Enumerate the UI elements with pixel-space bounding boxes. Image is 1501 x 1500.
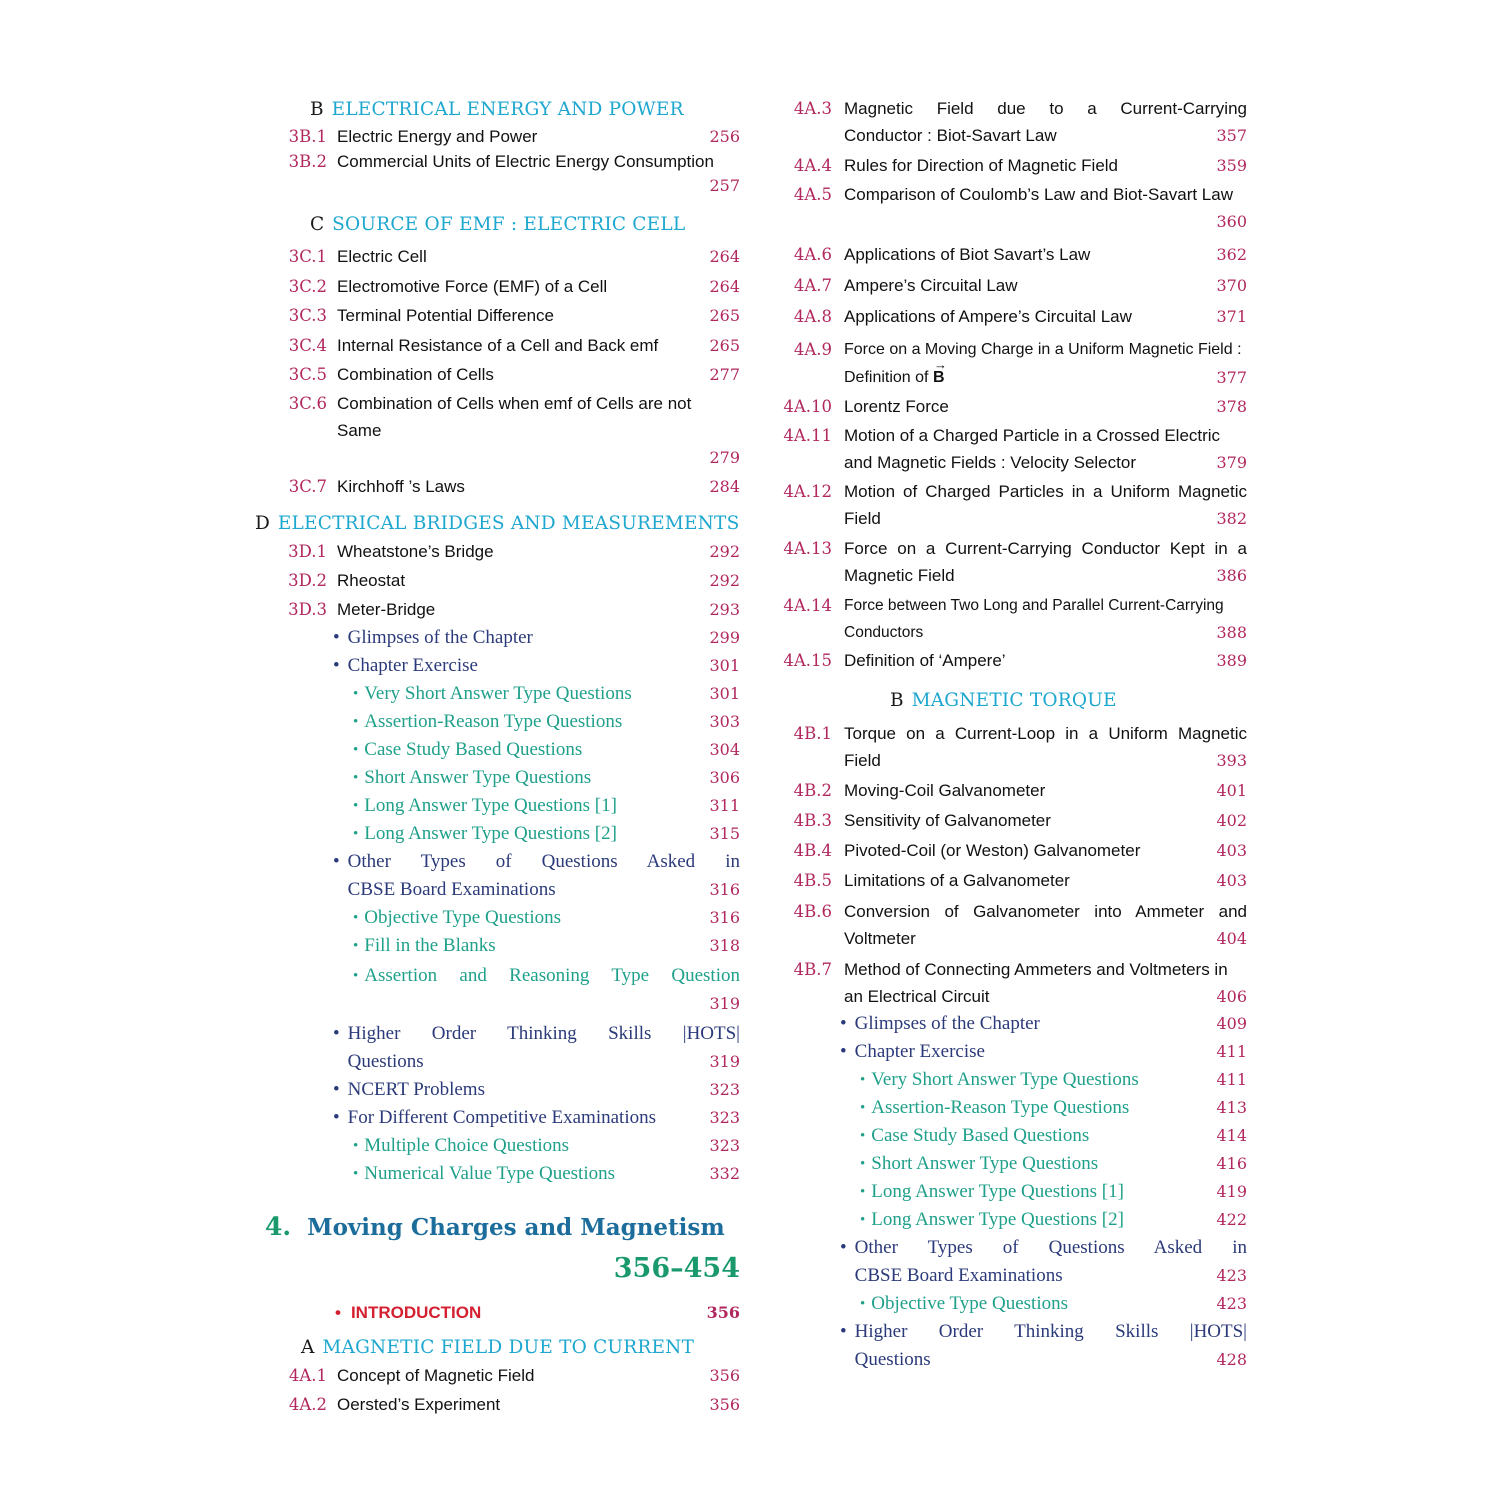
chapter-title: Moving Charges and Magnetism — [307, 1213, 725, 1241]
entry-page: 356 — [709, 1394, 740, 1414]
bullet-icon: • — [860, 1212, 866, 1228]
entry-code: 4B.6 — [793, 902, 832, 921]
bullet-title: Fill in the Blanks — [364, 934, 496, 956]
toc-bullet-ncert[interactable] — [255, 1076, 740, 1104]
entry-title: Force on a Moving Charge in a Uniform Magnetic Field : — [844, 341, 1242, 358]
entry-title-cont: Magnetic Field — [844, 566, 955, 585]
toc-entry[interactable] — [772, 422, 1247, 476]
toc-bullet-glimpses[interactable] — [255, 624, 740, 652]
entry-code: 4A.13 — [783, 539, 832, 558]
entry-title-cont: an Electrical Circuit — [844, 987, 990, 1006]
intro-title: INTRODUCTION — [350, 1302, 482, 1322]
section-title: MAGNETIC TORQUE — [911, 690, 1117, 711]
bullet-title: Case Study Based Questions — [871, 1125, 1090, 1146]
entry-title-cont: Definition of — [844, 369, 929, 386]
entry-code: 4B.5 — [793, 871, 832, 890]
entry-code: 4A.11 — [783, 426, 832, 445]
entry-page: 403 — [1216, 871, 1247, 890]
section-heading-3d — [255, 511, 740, 537]
bullet-icon: • — [353, 909, 359, 926]
entry-page: 413 — [1216, 1098, 1247, 1117]
entry-title: Electric Cell — [337, 247, 427, 266]
section-heading-4b — [772, 688, 1247, 714]
entry-page: 306 — [709, 767, 740, 787]
section-heading-3b — [255, 97, 740, 123]
toc-right-column — [772, 95, 1247, 1374]
entry-title: Electric Energy and Power — [337, 127, 538, 146]
toc-entry[interactable] — [772, 95, 1247, 149]
entry-page: 284 — [709, 476, 740, 496]
bullet-title: Glimpses of the Chapter — [347, 626, 533, 648]
section-heading-3c — [255, 212, 740, 238]
entry-page: 404 — [1216, 929, 1247, 948]
entry-code: 4A.1 — [288, 1365, 327, 1385]
bullet-title: Chapter Exercise — [347, 654, 478, 676]
toc-entry[interactable] — [772, 392, 1247, 422]
bullet-icon: • — [353, 713, 359, 730]
bullet-title: Long Answer Type Questions [2] — [364, 822, 617, 844]
toc-entry[interactable] — [772, 336, 1247, 392]
toc-entry[interactable] — [255, 1361, 740, 1390]
section-title: MAGNETIC FIELD DUE TO CURRENT — [322, 1336, 695, 1358]
bullet-icon: • — [333, 1078, 340, 1100]
bullet-title: NCERT Problems — [347, 1078, 485, 1100]
entry-page: 279 — [709, 447, 740, 467]
entry-page: 423 — [1216, 1266, 1247, 1285]
entry-page: 362 — [1216, 245, 1247, 264]
entry-title: Limitations of a Galvanometer — [844, 871, 1070, 890]
entry-code: 3C.7 — [288, 476, 327, 496]
entry-title: Applications of Biot Savart’s Law — [844, 245, 1091, 264]
toc-entry[interactable] — [255, 301, 740, 331]
entry-page: 371 — [1216, 307, 1247, 326]
bullet-icon: • — [840, 1041, 847, 1062]
entry-title: Force between Two Long and Parallel Current-Carrying — [844, 597, 1224, 614]
entry-title: Ampere’s Circuital Law — [844, 276, 1018, 295]
entry-code: 4A.12 — [783, 482, 832, 501]
entry-code: 3C.6 — [288, 393, 327, 413]
bullet-icon: • — [353, 1137, 359, 1154]
entry-page: 411 — [1216, 1070, 1247, 1089]
bullet-icon: • — [860, 1100, 866, 1116]
entry-title-cont: Field — [844, 509, 881, 528]
toc-subbullet[interactable] — [772, 1290, 1247, 1318]
entry-title: Terminal Potential Difference — [337, 306, 555, 325]
bullet-icon: • — [860, 1296, 866, 1312]
bullet-title: Long Answer Type Questions [1] — [871, 1181, 1124, 1202]
toc-bullet-other-types[interactable] — [772, 1234, 1247, 1290]
section-title: ELECTRICAL ENERGY AND POWER — [331, 99, 684, 120]
bullet-icon: • — [353, 1165, 359, 1182]
entry-title: Rules for Direction of Magnetic Field — [844, 156, 1119, 175]
entry-title: Combination of Cells when emf of Cells are not Same — [337, 393, 692, 440]
bullet-icon: • — [860, 1156, 866, 1172]
entry-page: 386 — [1216, 566, 1247, 585]
section-letter: C — [310, 214, 325, 235]
toc-entry[interactable] — [255, 123, 740, 150]
toc-entry[interactable] — [255, 566, 740, 595]
entry-title: Rheostat — [337, 570, 406, 590]
section-letter: A — [301, 1336, 315, 1358]
entry-page: 419 — [1216, 1182, 1247, 1201]
toc-entry[interactable] — [255, 272, 740, 302]
entry-title-cont: Conductors — [844, 624, 924, 641]
bullet-icon: • — [353, 825, 359, 842]
entry-page: 323 — [709, 1135, 740, 1155]
entry-title: Sensitivity of Galvanometer — [844, 811, 1051, 830]
entry-page: 379 — [1216, 453, 1247, 472]
entry-code: 4A.6 — [793, 245, 832, 264]
section-title: SOURCE OF EMF : ELECTRIC CELL — [332, 214, 686, 235]
entry-code: 4A.14 — [783, 596, 832, 615]
toc-subbullet[interactable] — [255, 764, 740, 792]
toc-subbullet[interactable] — [772, 1122, 1247, 1150]
entry-code: 4A.4 — [793, 156, 832, 175]
entry-page: 265 — [709, 306, 740, 325]
bullet-title-cont: Questions — [854, 1349, 931, 1370]
toc-bullet-exercise[interactable] — [772, 1038, 1247, 1066]
entry-code: 3B.1 — [288, 127, 327, 146]
toc-subbullet[interactable] — [255, 680, 740, 708]
bullet-icon: • — [333, 1022, 340, 1044]
bullet-title: Assertion-Reason Type Questions — [364, 710, 623, 732]
bullet-icon: • — [353, 967, 359, 984]
bullet-icon: • — [353, 797, 359, 814]
entry-page: 356 — [706, 1302, 740, 1322]
bullet-title: Case Study Based Questions — [364, 738, 583, 760]
toc-subbullet[interactable] — [255, 820, 740, 848]
toc-subbullet[interactable] — [772, 1206, 1247, 1234]
toc-entry[interactable] — [772, 720, 1247, 774]
entry-code: 3C.1 — [288, 247, 327, 266]
entry-title: Definition of ‘Ampere’ — [844, 651, 1006, 670]
bullet-title: Objective Type Questions — [364, 906, 561, 928]
bullet-icon: • — [860, 1128, 866, 1144]
bullet-title: Very Short Answer Type Questions — [364, 682, 632, 704]
entry-page: 319 — [709, 1051, 740, 1071]
bullet-title: Assertion-Reason Type Questions — [871, 1097, 1130, 1118]
vector-b-symbol: B → — [933, 364, 945, 392]
bullet-icon: • — [333, 1106, 340, 1128]
bullet-title: Long Answer Type Questions [1] — [364, 794, 617, 816]
bullet-title-cont: Questions — [347, 1050, 424, 1072]
toc-subbullet[interactable] — [772, 1094, 1247, 1122]
entry-page: 301 — [709, 655, 740, 675]
entry-title: Comparison of Coulomb’s Law and Biot-Savart Law — [844, 185, 1233, 204]
toc-entry[interactable] — [772, 898, 1247, 952]
toc-subbullet[interactable] — [255, 1160, 740, 1188]
bullet-icon: • — [353, 769, 359, 786]
entry-page: 359 — [1216, 156, 1247, 175]
bullet-title: Other Types of Questions Asked in — [854, 1237, 1247, 1258]
entry-code: 4B.1 — [793, 724, 832, 743]
chapter-page-range: 356–454 — [613, 1252, 740, 1284]
toc-subbullet[interactable] — [772, 1066, 1247, 1094]
entry-code: 3D.3 — [288, 599, 327, 619]
section-title: ELECTRICAL BRIDGES AND MEASUREMENTS — [277, 512, 740, 534]
toc-bullet-hots[interactable] — [772, 1318, 1247, 1374]
entry-page: 403 — [1216, 841, 1247, 860]
entry-page: 304 — [709, 739, 740, 759]
bullet-title: Assertion and Reasoning Type Question — [364, 964, 740, 986]
entry-code: 3C.3 — [288, 306, 327, 325]
chapter-heading[interactable] — [265, 1210, 740, 1245]
toc-entry[interactable] — [772, 301, 1247, 332]
entry-page: 256 — [709, 127, 740, 146]
entry-title: Concept of Magnetic Field — [337, 1365, 535, 1385]
entry-title: Force on a Current-Carrying Conductor Kept in a — [844, 539, 1247, 558]
toc-entry[interactable] — [772, 806, 1247, 836]
entry-title: Wheatstone’s Bridge — [337, 541, 494, 561]
toc-entry[interactable] — [772, 776, 1247, 806]
entry-page: 299 — [709, 627, 740, 647]
entry-code: 4B.4 — [793, 841, 832, 860]
entry-page: 316 — [709, 907, 740, 927]
entry-page: 311 — [709, 795, 740, 815]
toc-subbullet[interactable] — [255, 792, 740, 820]
bullet-icon: • — [860, 1184, 866, 1200]
section-letter: B — [310, 99, 324, 120]
entry-title: Lorentz Force — [844, 397, 949, 416]
bullet-title: Numerical Value Type Questions — [364, 1162, 615, 1184]
entry-page: 303 — [709, 711, 740, 731]
bullet-title: Multiple Choice Questions — [364, 1134, 570, 1156]
toc-entry[interactable] — [255, 537, 740, 566]
toc-bullet-competitive[interactable] — [255, 1104, 740, 1132]
entry-page: 319 — [709, 993, 740, 1013]
entry-page: 402 — [1216, 811, 1247, 830]
entry-code: 3D.1 — [288, 541, 327, 561]
entry-code: 3D.2 — [288, 570, 327, 590]
bullet-icon: • — [335, 1302, 341, 1322]
entry-title: Combination of Cells — [337, 365, 494, 384]
entry-page: 423 — [1216, 1294, 1247, 1313]
toc-left-column — [255, 95, 740, 1419]
bullet-title: Chapter Exercise — [854, 1041, 985, 1062]
toc-entry[interactable] — [772, 592, 1247, 646]
entry-page: 414 — [1216, 1126, 1247, 1145]
entry-page: 360 — [1216, 212, 1247, 231]
bullet-icon: • — [840, 1321, 847, 1342]
toc-bullet-exercise[interactable] — [255, 652, 740, 680]
entry-page: 264 — [709, 276, 740, 296]
bullet-title: Very Short Answer Type Questions — [871, 1069, 1139, 1090]
entry-title: Kirchhoff ’s Laws — [337, 476, 465, 496]
bullet-icon: • — [840, 1237, 847, 1258]
entry-title: Electromotive Force (EMF) of a Cell — [337, 276, 608, 296]
bullet-title: Other Types of Questions Asked in — [347, 850, 740, 872]
entry-title: Commercial Units of Electric Energy Consumption — [337, 152, 714, 171]
entry-page: 357 — [1216, 126, 1247, 145]
entry-code: 4A.10 — [783, 397, 832, 416]
toc-entry[interactable] — [772, 535, 1247, 589]
entry-code: 4A.9 — [793, 340, 832, 359]
bullet-icon: • — [353, 685, 359, 702]
entry-code: 4A.3 — [793, 99, 832, 118]
toc-subbullet[interactable] — [255, 708, 740, 736]
toc-entry[interactable] — [772, 836, 1247, 866]
toc-subbullet[interactable] — [772, 1150, 1247, 1178]
entry-page: 318 — [709, 935, 740, 955]
bullet-title-cont: CBSE Board Examinations — [854, 1265, 1063, 1286]
toc-entry[interactable] — [772, 270, 1247, 301]
entry-code: 3C.2 — [288, 276, 327, 296]
entry-page: 301 — [709, 683, 740, 703]
toc-entry[interactable] — [772, 478, 1247, 532]
toc-entry[interactable] — [255, 242, 740, 272]
entry-page: 292 — [709, 570, 740, 590]
entry-code: 4B.3 — [793, 811, 832, 830]
toc-entry[interactable] — [255, 1390, 740, 1419]
entry-page: 356 — [709, 1365, 740, 1385]
toc-entry[interactable] — [255, 331, 740, 361]
entry-code: 4A.7 — [793, 276, 832, 295]
entry-page: 265 — [709, 335, 740, 355]
entry-title: Magnetic Field due to a Current-Carrying — [844, 99, 1247, 118]
entry-page: 378 — [1216, 397, 1247, 416]
entry-code: 3C.4 — [288, 335, 327, 355]
entry-page: 416 — [1216, 1154, 1247, 1173]
entry-title: Pivoted-Coil (or Weston) Galvanometer — [844, 841, 1141, 860]
entry-code: 3B.2 — [288, 152, 327, 171]
bullet-icon: • — [840, 1013, 847, 1034]
entry-title-cont: Field — [844, 751, 881, 770]
entry-page: 428 — [1216, 1350, 1247, 1369]
toc-entry[interactable] — [772, 151, 1247, 181]
bullet-title: Short Answer Type Questions — [364, 766, 592, 788]
entry-page: 264 — [709, 247, 740, 266]
entry-page: 409 — [1216, 1014, 1247, 1033]
bullet-icon: • — [333, 626, 340, 648]
entry-title-cont: Voltmeter — [844, 929, 916, 948]
bullet-icon: • — [353, 741, 359, 758]
bullet-title: Higher Order Thinking Skills |HOTS| — [347, 1022, 740, 1044]
entry-page: 411 — [1216, 1042, 1247, 1061]
entry-title: Motion of Charged Particles in a Uniform Magnetic — [844, 482, 1247, 501]
entry-page: 315 — [709, 823, 740, 843]
toc-subbullet[interactable] — [255, 904, 740, 932]
entry-title: Method of Connecting Ammeters and Voltmeters in — [844, 960, 1228, 979]
entry-page: 422 — [1216, 1210, 1247, 1229]
entry-code: 4B.2 — [793, 781, 832, 800]
entry-page: 377 — [1216, 368, 1247, 387]
entry-page: 323 — [709, 1107, 740, 1127]
bullet-title: Higher Order Thinking Skills |HOTS| — [854, 1321, 1247, 1342]
toc-entry[interactable] — [772, 181, 1247, 235]
toc-entry[interactable] — [255, 595, 740, 624]
entry-title: Torque on a Current-Loop in a Uniform Magnetic — [844, 724, 1247, 743]
entry-page: 292 — [709, 541, 740, 561]
toc-subbullet-assertion-reasoning[interactable] — [255, 962, 740, 1018]
toc-subbullet[interactable] — [255, 1132, 740, 1160]
toc-subbullet[interactable] — [772, 1178, 1247, 1206]
bullet-icon: • — [860, 1072, 866, 1088]
entry-page: 389 — [1216, 651, 1247, 670]
entry-page: 332 — [709, 1163, 740, 1183]
toc-subbullet[interactable] — [255, 736, 740, 764]
entry-code: 4A.8 — [793, 307, 832, 326]
entry-page: 406 — [1216, 987, 1247, 1006]
entry-title: Motion of a Charged Particle in a Crossed Electric — [844, 426, 1221, 445]
bullet-title-cont: CBSE Board Examinations — [347, 878, 556, 900]
entry-title: Applications of Ampere’s Circuital Law — [844, 307, 1132, 326]
entry-code: 4A.2 — [288, 1394, 327, 1414]
bullet-icon: • — [333, 850, 340, 872]
entry-title: Conversion of Galvanometer into Ammeter and — [844, 902, 1247, 921]
entry-page: 293 — [709, 599, 740, 619]
toc-bullet-other-types[interactable] — [255, 848, 740, 904]
entry-page: 277 — [709, 365, 740, 384]
bullet-title: Long Answer Type Questions [2] — [871, 1209, 1124, 1230]
toc-subbullet[interactable] — [255, 932, 740, 960]
entry-title: Meter-Bridge — [337, 599, 436, 619]
toc-entry[interactable] — [772, 866, 1247, 896]
entry-page: 323 — [709, 1079, 740, 1099]
chapter-number: 4. — [265, 1211, 292, 1241]
bullet-icon: • — [333, 654, 340, 676]
toc-entry[interactable] — [772, 956, 1247, 1010]
entry-title-cont: Conductor : Biot-Savart Law — [844, 126, 1057, 145]
toc-entry[interactable] — [255, 360, 740, 390]
entry-page: 382 — [1216, 509, 1247, 528]
entry-code: 3C.5 — [288, 365, 327, 384]
entry-code: 4A.5 — [793, 185, 832, 204]
entry-title: Moving-Coil Galvanometer — [844, 781, 1046, 800]
bullet-icon: • — [353, 937, 359, 954]
toc-entry[interactable] — [255, 150, 740, 198]
entry-page: 393 — [1216, 751, 1247, 770]
entry-page: 316 — [709, 879, 740, 899]
toc-bullet-hots[interactable] — [255, 1020, 740, 1076]
section-letter: D — [255, 512, 270, 534]
bullet-title: Short Answer Type Questions — [871, 1153, 1099, 1174]
entry-page: 370 — [1216, 276, 1247, 295]
bullet-title: For Different Competitive Examinations — [347, 1106, 656, 1128]
toc-entry[interactable] — [772, 239, 1247, 270]
toc-bullet-glimpses[interactable] — [772, 1010, 1247, 1038]
toc-entry[interactable] — [255, 390, 740, 471]
entry-page: 388 — [1216, 623, 1247, 642]
section-letter: B — [890, 690, 904, 711]
entry-code: 4A.15 — [783, 651, 832, 670]
toc-introduction[interactable] — [255, 1299, 740, 1327]
toc-entry[interactable] — [772, 646, 1247, 676]
bullet-title: Glimpses of the Chapter — [854, 1013, 1040, 1034]
entry-page: 257 — [709, 176, 740, 195]
entry-page: 401 — [1216, 781, 1247, 800]
toc-entry[interactable] — [255, 471, 740, 503]
entry-title: Oersted’s Experiment — [337, 1394, 501, 1414]
entry-title-cont: and Magnetic Fields : Velocity Selector — [844, 453, 1136, 472]
entry-code: 4B.7 — [793, 960, 832, 979]
section-heading-4a — [255, 1335, 740, 1361]
bullet-title: Objective Type Questions — [871, 1293, 1068, 1314]
entry-title: Internal Resistance of a Cell and Back emf — [337, 335, 659, 355]
